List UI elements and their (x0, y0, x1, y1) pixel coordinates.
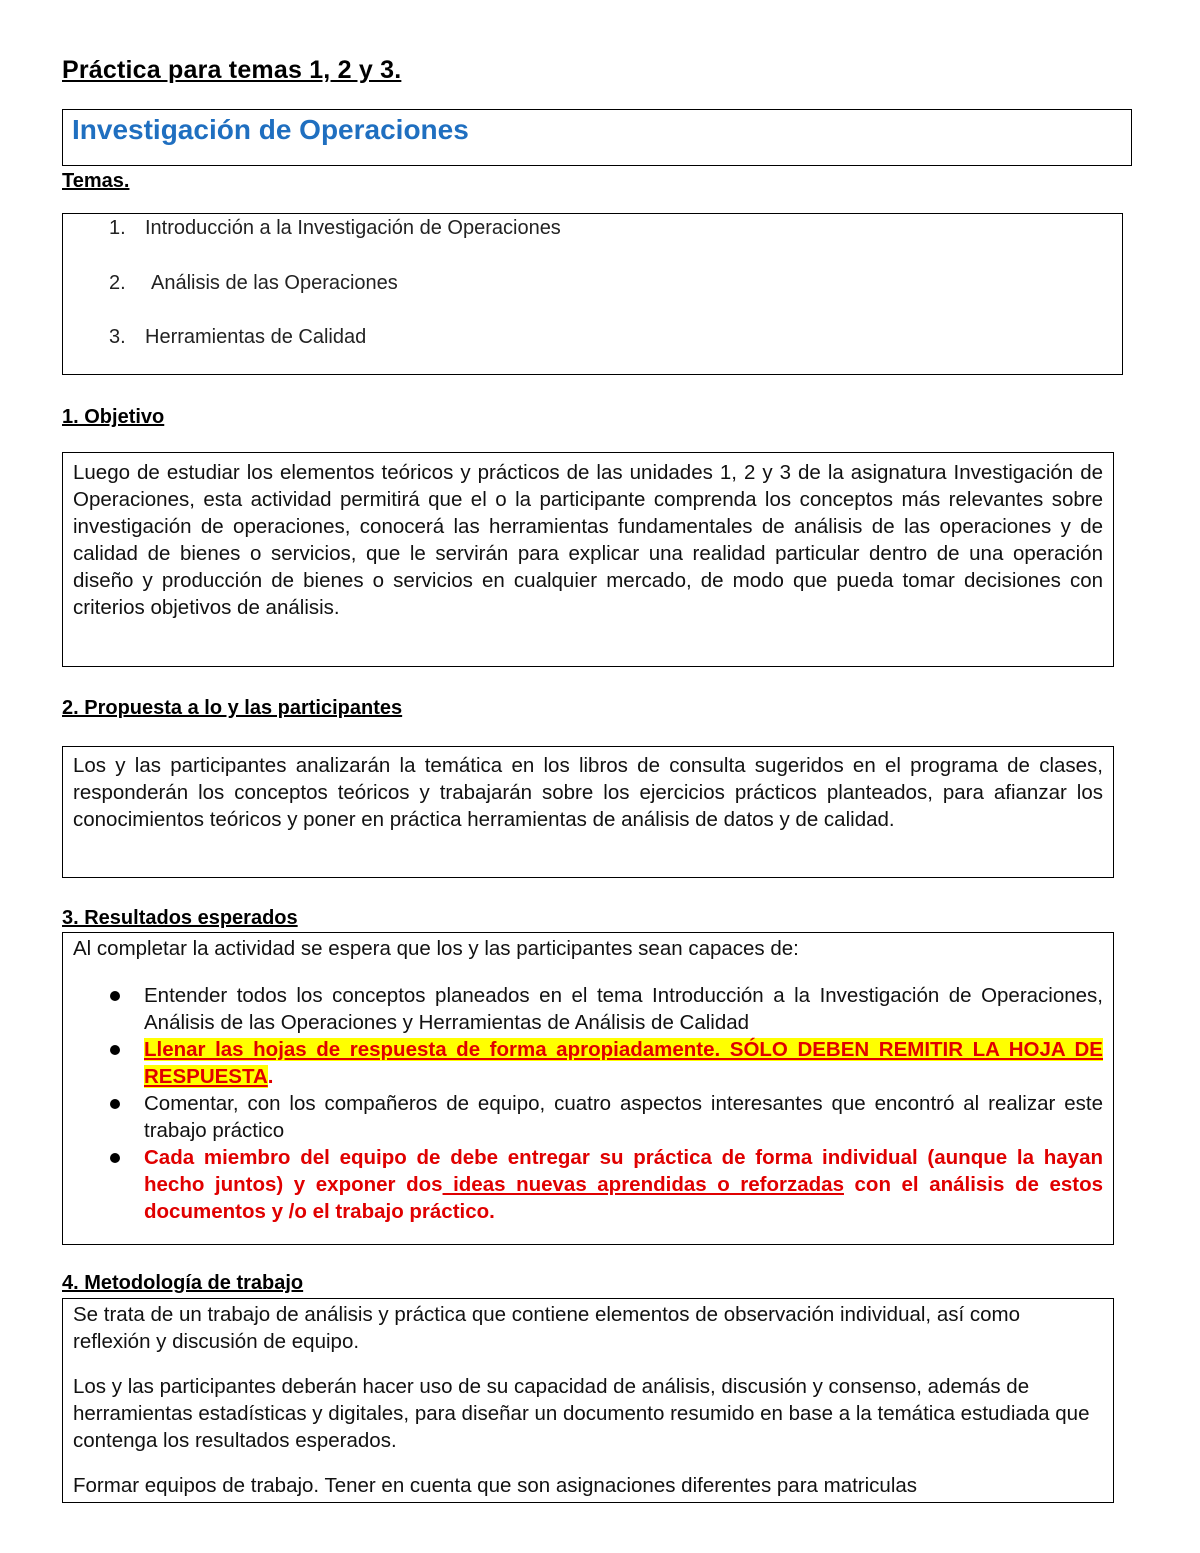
bullet-icon (110, 1153, 120, 1163)
topic-item (109, 217, 561, 240)
propuesta-box (62, 746, 1114, 878)
topic-number: 3. (109, 326, 126, 348)
propuesta-heading: 2. Propuesta a lo y las participantes (62, 697, 403, 719)
bullet-text: Cada miembro del equipo de debe entregar su práctica de forma individual (aunque la hayan hecho juntos) y exponer dos (144, 1146, 1103, 1196)
bullet-text-end: . (267, 1065, 274, 1088)
topic-number: 1. (109, 217, 126, 239)
topic-item (109, 326, 366, 349)
bullet-icon (110, 991, 120, 1001)
metodologia-paragraph: Formar equipos de trabajo. Tener en cuenta que son asignaciones diferentes para matriculas (73, 1474, 918, 1497)
page-title: Práctica para temas 1, 2 y 3. (62, 56, 402, 84)
topic-item (109, 272, 398, 295)
bullet-icon (110, 1045, 120, 1055)
propuesta-text: Los y las participantes analizarán la temática en los libros de consulta sugeridos en el programa de clases, responderán los conceptos teóricos y trabajarán sobre los ejercicios prácticos planteados, para afianzar los conocimientos teóricos y poner en práctica herramientas de análisis de datos y de calidad. (73, 754, 1103, 831)
resultados-box (62, 932, 1114, 1245)
temas-heading: Temas. (62, 170, 130, 192)
metodologia-paragraph: Se trata de un trabajo de análisis y práctica que contiene elementos de observación individual, así como reflexión y discusión de equipo. (73, 1303, 1020, 1353)
list-item (73, 1036, 1103, 1090)
bullet-text: Comentar, con los compañeros de equipo, cuatro aspectos interesantes que encontró al realizar este trabajo práctico (144, 1092, 1103, 1142)
metodologia-box (62, 1298, 1114, 1503)
resultados-intro: Al completar la actividad se espera que los y las participantes sean capaces de: (73, 937, 799, 960)
list-item (73, 1144, 1103, 1225)
objetivo-heading: 1. Objetivo (62, 406, 165, 428)
objetivo-text: Luego de estudiar los elementos teóricos y prácticos de las unidades 1, 2 y 3 de la asignatura Investigación de Operaciones, esta actividad permitirá que el o la participante comprenda los conceptos más relevantes sobre investigación de operaciones, conocerá las herramientas fundamentales de análisis de las operaciones y de calidad de bienes o servicios, que le servirán para explicar una realidad particular dentro de una operación diseño y producción de bienes o servicios en cualquier mercado, de modo que pueda tomar decisiones con criterios objetivos de análisis. (73, 461, 1103, 619)
resultados-heading: 3. Resultados esperados (62, 907, 298, 929)
course-title: Investigación de Operaciones (72, 114, 469, 145)
topic-label: Herramientas de Calidad (145, 326, 367, 348)
metodologia-heading: 4. Metodología de trabajo (62, 1272, 304, 1294)
metodologia-paragraph: Los y las participantes deberán hacer uso de su capacidad de análisis, discusión y consenso, además de herramientas estadísticas y digitales, para diseñar un documento resumido en base a la temática estudiada que contenga los resultados esperados. (73, 1375, 1090, 1452)
topic-label: Introducción a la Investigación de Operaciones (145, 217, 561, 239)
resultados-list (73, 982, 1103, 1225)
topic-number: 2. (109, 272, 126, 294)
course-box (62, 109, 1132, 166)
list-item (73, 1090, 1103, 1144)
highlighted-text: Llenar las hojas de respuesta de forma apropiadamente. SÓLO DEBEN REMITIR LA HOJA DE RESPUESTA (144, 1038, 1103, 1088)
list-item (73, 982, 1103, 1036)
objetivo-box (62, 452, 1114, 667)
bullet-text-end: con el análisis de estos documentos y /o el trabajo práctico. (144, 1173, 1103, 1223)
bullet-text: Entender todos los conceptos planeados en el tema Introducción a la Investigación de Operaciones, Análisis de las Operaciones y Herramientas de Análisis de Calidad (144, 984, 1103, 1034)
bullet-icon (110, 1099, 120, 1109)
topics-box (62, 213, 1123, 375)
topic-label: Análisis de las Operaciones (151, 272, 398, 294)
underlined-text: ideas nuevas aprendidas o reforzadas (442, 1173, 844, 1196)
